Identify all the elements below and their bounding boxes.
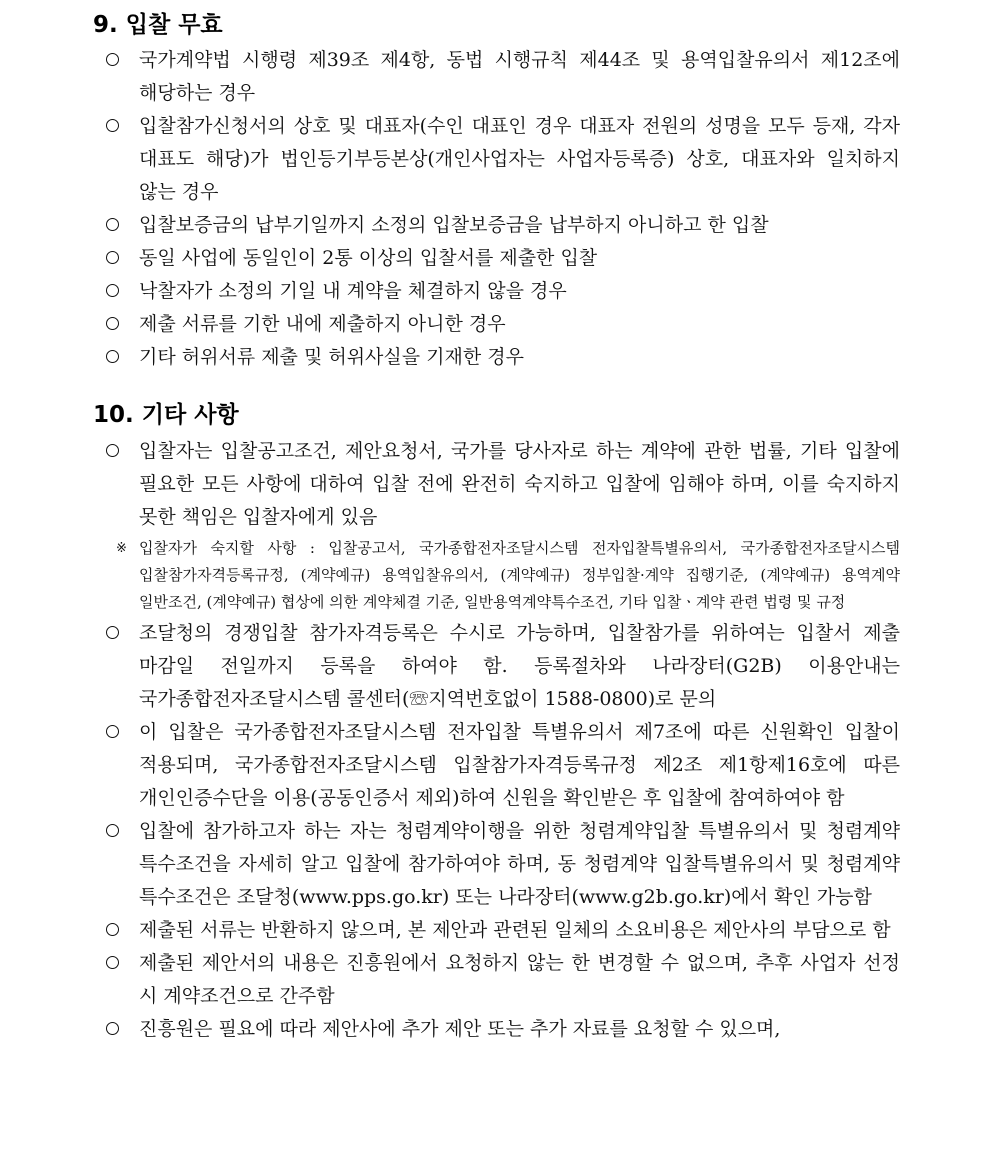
circle-bullet-icon [106, 119, 119, 132]
note-mark: ※ [116, 541, 127, 556]
item-text: 동일 사업에 동일인이 2통 이상의 입찰서를 제출한 입찰 [139, 247, 598, 269]
list-item [0, 308, 992, 341]
list-item [0, 435, 992, 534]
circle-bullet-icon [106, 284, 119, 297]
item-text: 입찰자는 입찰공고조건, 제안요청서, 국가를 당사자로 하는 계약에 관한 법률, 기타 입찰에 필요한 모든 사항에 대하여 입찰 전에 완전히 숙지하고 입찰에 임해야 하며, 이를 숙지하지 못한 책임은 입찰자에게 있음 [139, 440, 900, 528]
item-text: 제출된 제안서의 내용은 진흥원에서 요청하지 않는 한 변경할 수 없으며, 추후 사업자 선정 시 계약조건으로 간주함 [139, 952, 900, 1007]
note-text: 입찰자가 숙지할 사항 : 입찰공고서, 국가종합전자조달시스템 전자입찰특별유의서, 국가종합전자조달시스템 입찰참가자격등록규정, (계약예규) 용역입찰유의서, (계약예규) 정부입찰·계약 집행기준, (계약예규) 용역계약 일반조건, (계약예규) 협상에 의한 계약체결 기준, 일반용역계약특수조건, 기타 입찰ㆍ계약 관련 법령 및 규정 [139, 539, 900, 611]
item-text: 낙찰자가 소정의 기일 내 계약을 체결하지 않을 경우 [139, 280, 567, 302]
item-text: 이 입찰은 국가종합전자조달시스템 전자입찰 특별유의서 제7조에 따른 신원확인 입찰이 적용되며, 국가종합전자조달시스템 입찰참가자격등록규정 제2조 제1항제16호에 따른 개인인증수단을 이용(공동인증서 제외)하여 신원을 확인받은 후 입찰에 참여하여야 함 [139, 721, 900, 809]
circle-bullet-icon [106, 251, 119, 264]
section-10-title: 10. 기타 사항 [93, 402, 239, 428]
section-9-list [0, 44, 992, 374]
circle-bullet-icon [106, 923, 119, 936]
circle-bullet-icon [106, 956, 119, 969]
section-9-title: 9. 입찰 무효 [93, 12, 223, 38]
item-text: 입찰보증금의 납부기일까지 소정의 입찰보증금을 납부하지 아니하고 한 입찰 [139, 214, 769, 236]
item-text: 입찰참가신청서의 상호 및 대표자(수인 대표인 경우 대표자 전원의 성명을 모두 등재, 각자 대표도 해당)가 법인등기부등본상(개인사업자는 사업자등록증) 상호, 대표자와 일치하지 않는 경우 [139, 115, 900, 203]
circle-bullet-icon [106, 626, 119, 639]
reference-note [0, 535, 992, 616]
circle-bullet-icon [106, 725, 119, 738]
list-item [0, 947, 992, 1013]
list-item [0, 914, 992, 947]
item-text: 제출 서류를 기한 내에 제출하지 아니한 경우 [139, 313, 506, 335]
item-text: 기타 허위서류 제출 및 허위사실을 기재한 경우 [139, 346, 524, 368]
circle-bullet-icon [106, 317, 119, 330]
circle-bullet-icon [106, 53, 119, 66]
circle-bullet-icon [106, 824, 119, 837]
list-item [0, 1013, 992, 1046]
section-10-list [0, 435, 992, 1046]
item-text: 조달청의 경쟁입찰 참가자격등록은 수시로 가능하며, 입찰참가를 위하여는 입찰서 제출 마감일 전일까지 등록을 하여야 함. 등록절차와 나라장터(G2B) 이용안내는 국가종합전자조달시스템 콜센터(☏지역번호없이 1588-0800)로 문의 [139, 622, 900, 710]
circle-bullet-icon [106, 1022, 119, 1035]
circle-bullet-icon [106, 444, 119, 457]
item-text: 입찰에 참가하고자 하는 자는 청렴계약이행을 위한 청렴계약입찰 특별유의서 및 청렴계약 특수조건을 자세히 알고 입찰에 참가하여야 하며, 동 청렴계약 입찰특별유의서 및 청렴계약 특수조건은 조달청(www.pps.go.kr) 또는 나라장터(www.g2b.go.kr)에서 확인 가능함 [139, 820, 900, 908]
list-item [0, 815, 992, 914]
item-text: 진흥원은 필요에 따라 제안사에 추가 제안 또는 추가 자료를 요청할 수 있으며, [139, 1018, 781, 1040]
list-item [0, 275, 992, 308]
list-item [0, 209, 992, 242]
list-item [0, 341, 992, 374]
circle-bullet-icon [106, 350, 119, 363]
list-item [0, 716, 992, 815]
list-item [0, 110, 992, 209]
circle-bullet-icon [106, 218, 119, 231]
list-item [0, 242, 992, 275]
list-item [0, 44, 992, 110]
item-text: 국가계약법 시행령 제39조 제4항, 동법 시행규칙 제44조 및 용역입찰유의서 제12조에 해당하는 경우 [139, 49, 900, 104]
list-item [0, 617, 992, 716]
item-text: 제출된 서류는 반환하지 않으며, 본 제안과 관련된 일체의 소요비용은 제안사의 부담으로 함 [139, 919, 891, 941]
